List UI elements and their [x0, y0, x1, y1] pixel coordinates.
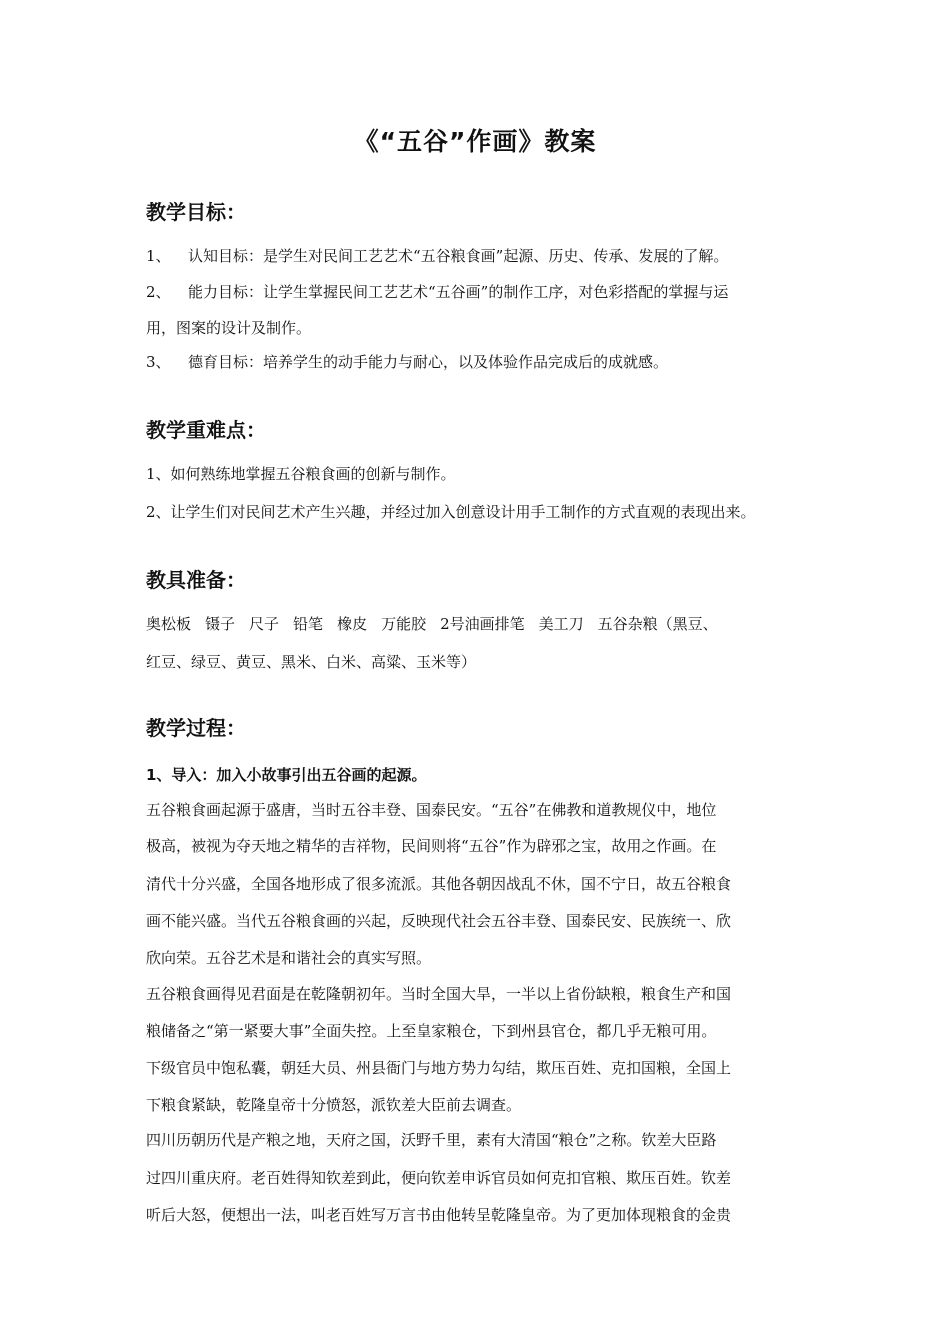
- objective-number: 1、: [146, 247, 171, 265]
- paragraph-line: 欣向荣。五谷艺术是和谐社会的真实写照。: [146, 949, 432, 967]
- objectives-heading: 教学目标：: [146, 200, 246, 224]
- objective-number: 3、: [146, 353, 171, 371]
- tool-item: 美工刀: [538, 615, 584, 633]
- objective-item-2-continued: 用，图案的设计及制作。: [146, 319, 312, 337]
- tools-list: [146, 614, 718, 634]
- objective-text: 德育目标：培养学生的动手能力与耐心，以及体验作品完成后的成就感。: [188, 353, 669, 371]
- keypoint-item-2: 2、让学生们对民间艺术产生兴趣，并经过加入创意设计用手工制作的方式直观的表现出来。: [146, 503, 756, 521]
- paragraph-line: 粮储备之“第一紧要大事”全面失控。上至皇家粮仓，下到州县官仓，都几乎无粮可用。: [146, 1022, 717, 1040]
- tool-item: 铅笔: [293, 615, 324, 633]
- tool-item: 2号油画排笔: [440, 615, 525, 633]
- paragraph-line: 下粮食紧缺，乾隆皇帝十分愤怒，派钦差大臣前去调查。: [146, 1096, 522, 1114]
- paragraph-line: 极高，被视为夺天地之精华的吉祥物，民间则将“五谷”作为辟邪之宝，故用之作画。在: [146, 837, 717, 855]
- tool-item: 万能胶: [381, 615, 427, 633]
- objective-item-2: [146, 282, 728, 302]
- paragraph-line: 五谷粮食画得见君面是在乾隆朝初年。当时全国大旱，一半以上省份缺粮，粮食生产和国: [146, 985, 732, 1003]
- tools-heading: 教具准备：: [146, 568, 246, 592]
- keypoint-item-1: 1、如何熟练地掌握五谷粮食画的创新与制作。: [146, 465, 456, 483]
- tool-item: 五谷杂粮（黑豆、: [597, 615, 718, 633]
- tool-item: 奥松板: [146, 615, 192, 633]
- keypoints-heading: 教学重难点：: [146, 418, 266, 442]
- paragraph-line: 下级官员中饱私囊，朝廷大员、州县衙门与地方势力勾结，欺压百姓、克扣国粮，全国上: [146, 1059, 732, 1077]
- objective-item-3: [146, 352, 668, 372]
- paragraph-line: 过四川重庆府。老百姓得知钦差到此，便向钦差申诉官员如何克扣官粮、欺压百姓。钦差: [146, 1169, 732, 1187]
- objective-text: 能力目标：让学生掌握民间工艺艺术“五谷画”的制作工序，对色彩搭配的掌握与运: [188, 283, 729, 301]
- process-subheading: 1、导入：加入小故事引出五谷画的起源。: [146, 766, 427, 784]
- paragraph-line: 五谷粮食画起源于盛唐，当时五谷丰登、国泰民安。“五谷”在佛教和道教规仪中，地位: [146, 801, 717, 819]
- tool-item: 橡皮: [337, 615, 368, 633]
- tools-list-continued: 红豆、绿豆、黄豆、黑米、白米、高粱、玉米等）: [146, 653, 477, 671]
- paragraph-line: 听后大怒，便想出一法，叫老百姓写万言书由他转呈乾隆皇帝。为了更加体现粮食的金贵: [146, 1206, 732, 1224]
- tool-item: 尺子: [249, 615, 280, 633]
- objective-number: 2、: [146, 283, 171, 301]
- paragraph-line: 清代十分兴盛，全国各地形成了很多流派。其他各朝因战乱不休，国不宁日，故五谷粮食: [146, 875, 732, 893]
- paragraph-line: 四川历朝历代是产粮之地，天府之国，沃野千里，素有大清国“粮仓”之称。钦差大臣路: [146, 1131, 717, 1149]
- objective-text: 认知目标：是学生对民间工艺艺术“五谷粮食画”起源、历史、传承、发展的了解。: [188, 247, 729, 265]
- tool-item: 镊子: [205, 615, 236, 633]
- paragraph-line: 画不能兴盛。当代五谷粮食画的兴起，反映现代社会五谷丰登、国泰民安、民族统一、欣: [146, 912, 732, 930]
- process-heading: 教学过程：: [146, 716, 246, 740]
- objective-item-1: [146, 246, 728, 266]
- document-title: 《“五谷”作画》教案: [353, 127, 597, 156]
